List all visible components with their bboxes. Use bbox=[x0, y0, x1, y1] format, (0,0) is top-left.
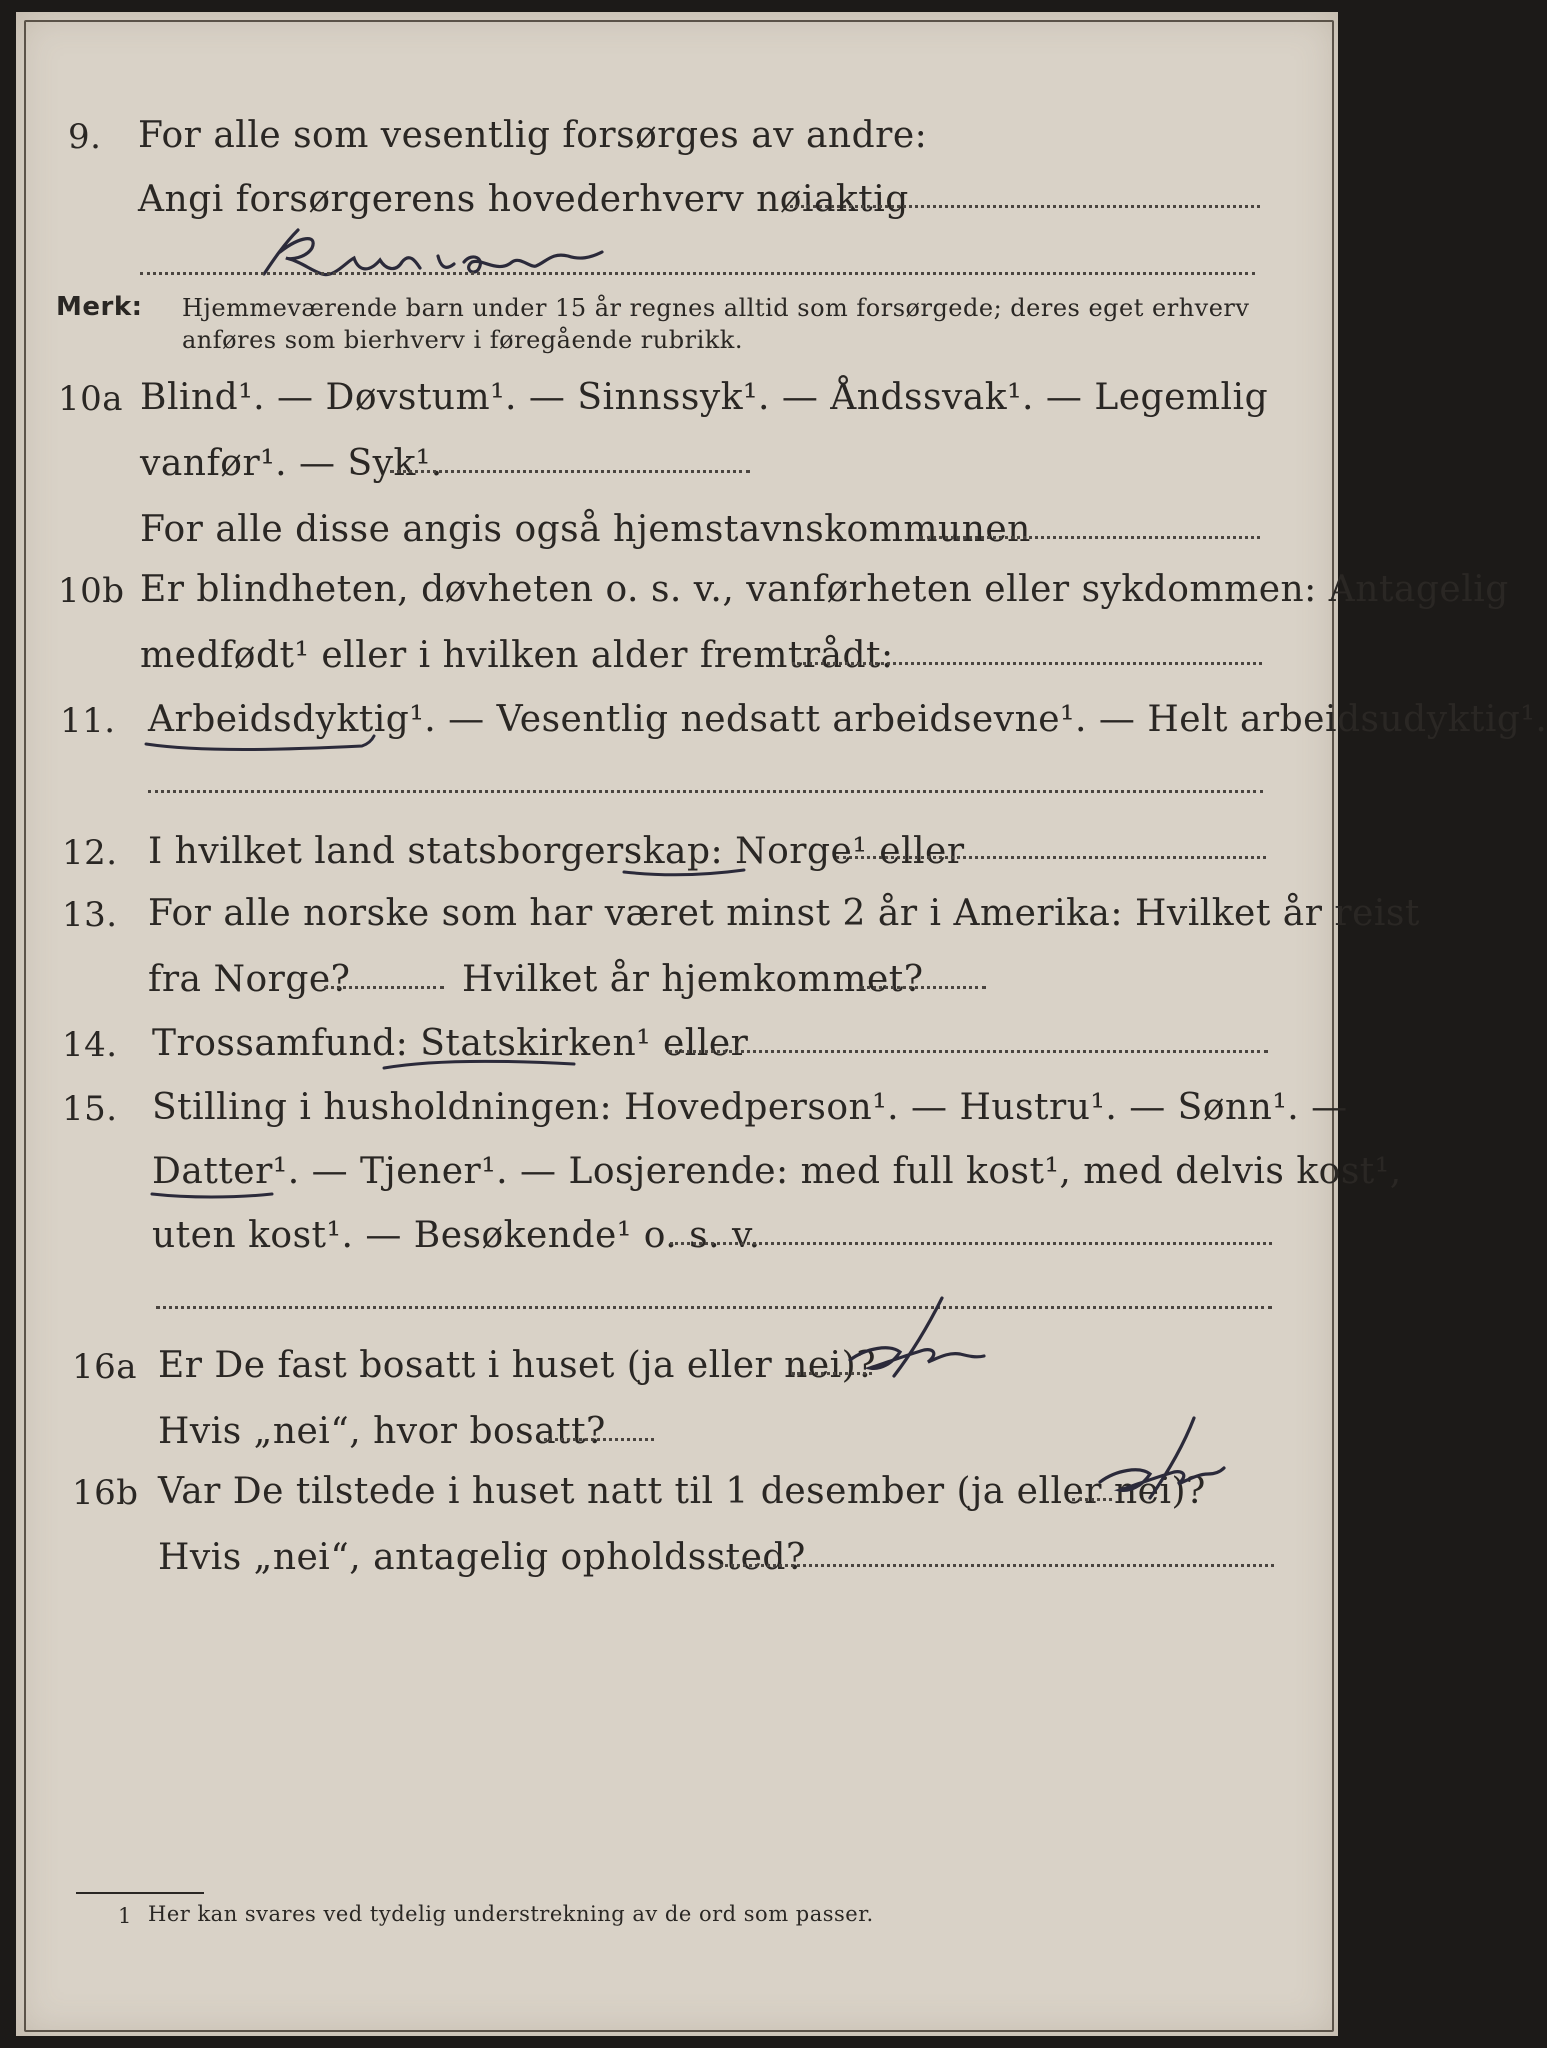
q9-line1: For alle som vesentlig forsørges av andre: bbox=[138, 115, 928, 156]
q11-answer-line bbox=[148, 790, 1263, 793]
q12-handwritten-underline bbox=[620, 862, 750, 882]
q15-extra-line bbox=[156, 1306, 1272, 1309]
q10a-line3: For alle disse angis også hjemstavnskommunen bbox=[140, 509, 1031, 550]
q14-line1: Trossamfund: Statskirken¹ eller bbox=[152, 1023, 749, 1064]
q10b-answer-line bbox=[792, 662, 1262, 665]
q14-answer-line bbox=[668, 1050, 1268, 1053]
q10a-line2: vanfør¹. — Syk¹. bbox=[140, 443, 443, 484]
q15-handwritten-underline bbox=[148, 1184, 278, 1204]
q12-answer-line bbox=[836, 856, 1266, 859]
q15-number: 15. bbox=[62, 1089, 118, 1129]
q10a-home-municipality-line bbox=[920, 536, 1260, 539]
q9-line2: Angi forsørgerens hovederhverv nøiaktig bbox=[138, 179, 909, 220]
q15-line2: Datter¹. — Tjener¹. — Losjerende: med full kost¹, med delvis kost¹, bbox=[152, 1151, 1402, 1192]
footnote-text: Her kan svares ved tydelig understrekning av de ord som passer. bbox=[148, 1902, 874, 1926]
footnote-rule bbox=[76, 1892, 204, 1894]
q16b-line1: Var De tilstede i huset natt til 1 desember (ja eller nei)? bbox=[158, 1471, 1206, 1512]
q16a-handwritten-answer bbox=[830, 1292, 990, 1392]
q10b-number: 10b bbox=[58, 571, 125, 611]
q14-number: 14. bbox=[62, 1025, 118, 1065]
q16b-whereabouts-line bbox=[720, 1564, 1274, 1567]
q9-answer-line-2 bbox=[140, 272, 1255, 275]
q10a-number: 10a bbox=[58, 379, 124, 419]
q9-number: 9. bbox=[68, 117, 102, 157]
q13-year-left-line bbox=[324, 986, 444, 989]
q15-line1: Stilling i husholdningen: Hovedperson¹. — Hustru¹. — Sønn¹. — bbox=[152, 1087, 1348, 1128]
q13-number: 13. bbox=[62, 895, 118, 935]
merk-line2: anføres som bierhverv i føregående rubrikk. bbox=[182, 326, 743, 354]
q16b-number: 16b bbox=[72, 1473, 139, 1513]
q10a-line1: Blind¹. — Døvstum¹. — Sinnssyk¹. — Åndssvak¹. — Legemlig bbox=[140, 377, 1269, 418]
q13-line2b: Hvilket år hjemkommet? bbox=[462, 959, 924, 1000]
q11-line1: Arbeidsdyktig¹. — Vesentlig nedsatt arbeidsevne¹. — Helt arbeidsudyktig¹. bbox=[148, 699, 1547, 740]
q16b-line2: Hvis „nei“, antagelig opholdssted? bbox=[158, 1537, 806, 1578]
q16a-line1: Er De fast bosatt i huset (ja eller nei)? bbox=[158, 1345, 877, 1386]
q15-answer-line bbox=[670, 1242, 1272, 1245]
q11-handwritten-underline bbox=[140, 730, 380, 758]
q12-number: 12. bbox=[62, 833, 118, 873]
q10b-line1: Er blindheten, døvheten o. s. v., vanførheten eller sykdommen: Antagelig bbox=[140, 569, 1509, 610]
footnote-mark: 1 bbox=[118, 1904, 132, 1928]
merk-label: Merk: bbox=[56, 292, 143, 322]
q13-line2a: fra Norge? bbox=[148, 959, 351, 1000]
q13-year-returned-line bbox=[860, 986, 986, 989]
q15-line3: uten kost¹. — Besøkende¹ o. s. v. bbox=[152, 1215, 761, 1256]
q10a-answer-line bbox=[390, 470, 750, 473]
q10b-line2: medfødt¹ eller i hvilken alder fremtrådt: bbox=[140, 635, 894, 676]
q14-handwritten-underline bbox=[380, 1052, 580, 1076]
q13-line1: For alle norske som har været minst 2 år i Amerika: Hvilket år reist bbox=[148, 893, 1420, 934]
q16a-residence-line bbox=[544, 1438, 654, 1441]
q16a-number: 16a bbox=[72, 1347, 138, 1387]
q16b-handwritten-answer bbox=[1090, 1412, 1230, 1512]
q11-number: 11. bbox=[60, 701, 116, 741]
q12-line1: I hvilket land statsborgerskap: Norge¹ eller bbox=[148, 831, 965, 872]
merk-line1: Hjemmeværende barn under 15 år regnes alltid som forsørgede; deres eget erhverv bbox=[182, 294, 1250, 322]
q16a-line2: Hvis „nei“, hvor bosatt? bbox=[158, 1411, 606, 1452]
q9-answer-line-1 bbox=[790, 205, 1260, 208]
